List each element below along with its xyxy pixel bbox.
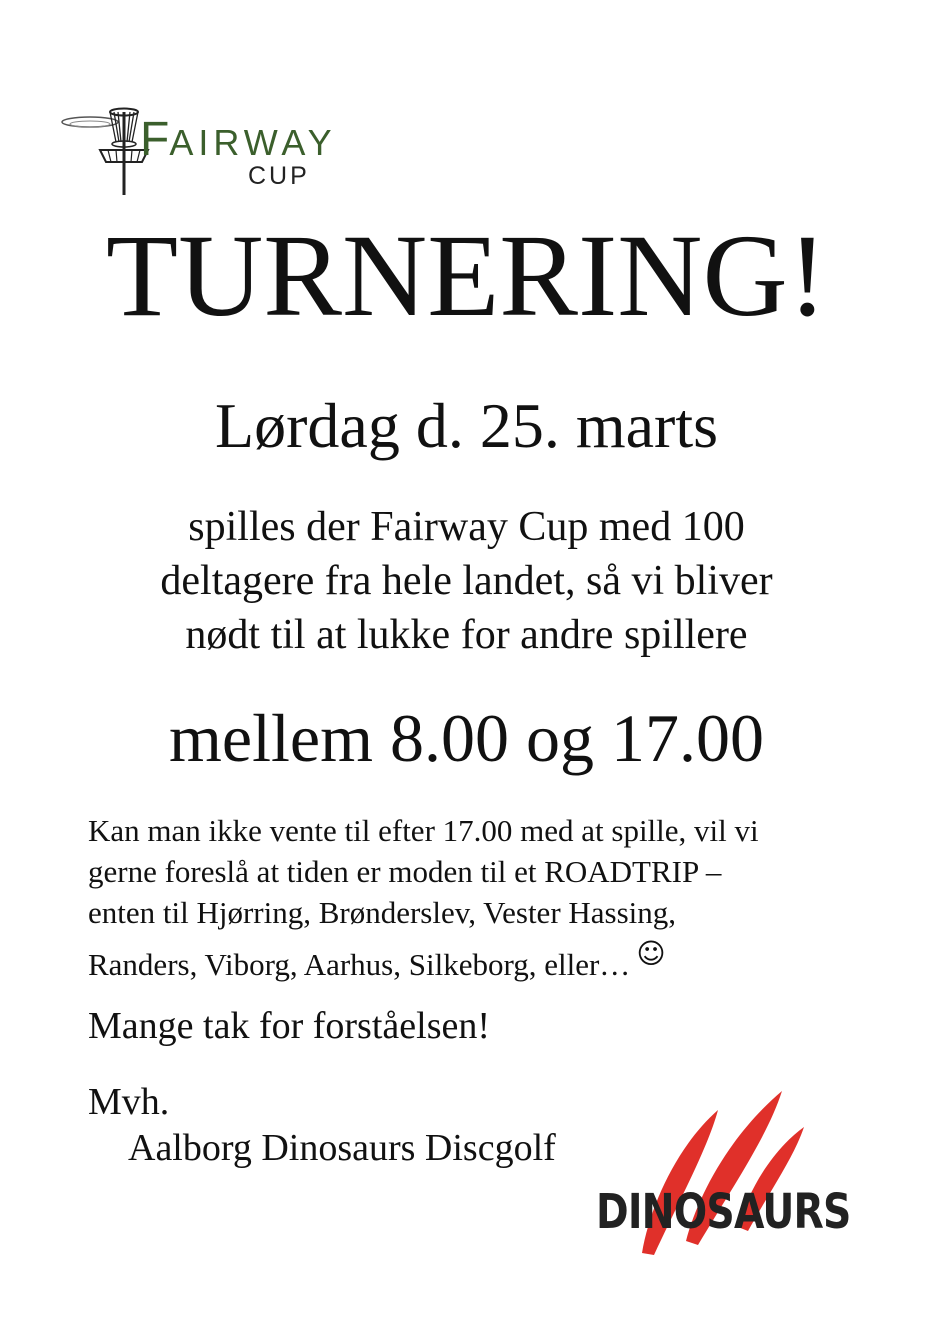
- dinosaurs-logo: [590, 1085, 855, 1260]
- paragraph-line: gerne foreslå at tiden er moden til et ROADTRIP –: [88, 854, 722, 889]
- cup-label: CUP: [248, 162, 310, 190]
- intro-line: deltagere fra hele landet, så vi bliver: [160, 558, 773, 604]
- thanks-text: Mange tak for forståelsen!: [88, 1005, 491, 1047]
- intro-line: nødt til at lukke for andre spillere: [185, 612, 748, 658]
- fairway-wordmark: [140, 113, 337, 166]
- dinosaurs-wordmark: DINOSAURS: [596, 1184, 851, 1240]
- date-line: Lørdag d. 25. marts: [215, 390, 718, 461]
- paragraph-line-last: [88, 933, 759, 985]
- club-name: Aalborg Dinosaurs Discgolf: [128, 1127, 556, 1169]
- fairway-word-rest: AIRWAY: [169, 122, 337, 163]
- paragraph-line: Kan man ikke vente til efter 17.00 med at spille, vil vi: [88, 813, 759, 848]
- paragraph-line: enten til Hjørring, Brønderslev, Vester Hassing,: [88, 895, 677, 930]
- intro-text: [0, 500, 933, 662]
- sign-off: Mvh.: [88, 1081, 170, 1123]
- fairway-first-letter: F: [140, 113, 170, 166]
- paragraph-line: Randers, Viborg, Aarhus, Silkeborg, eller…: [88, 947, 631, 982]
- fairway-cup-logo: [58, 100, 438, 200]
- roadtrip-paragraph: [88, 810, 759, 985]
- time-line: mellem 8.00 og 17.00: [169, 700, 764, 776]
- intro-line: spilles der Fairway Cup med 100: [188, 504, 745, 550]
- headline: TURNERING!: [105, 210, 828, 341]
- smiley-icon: ☺: [636, 937, 666, 970]
